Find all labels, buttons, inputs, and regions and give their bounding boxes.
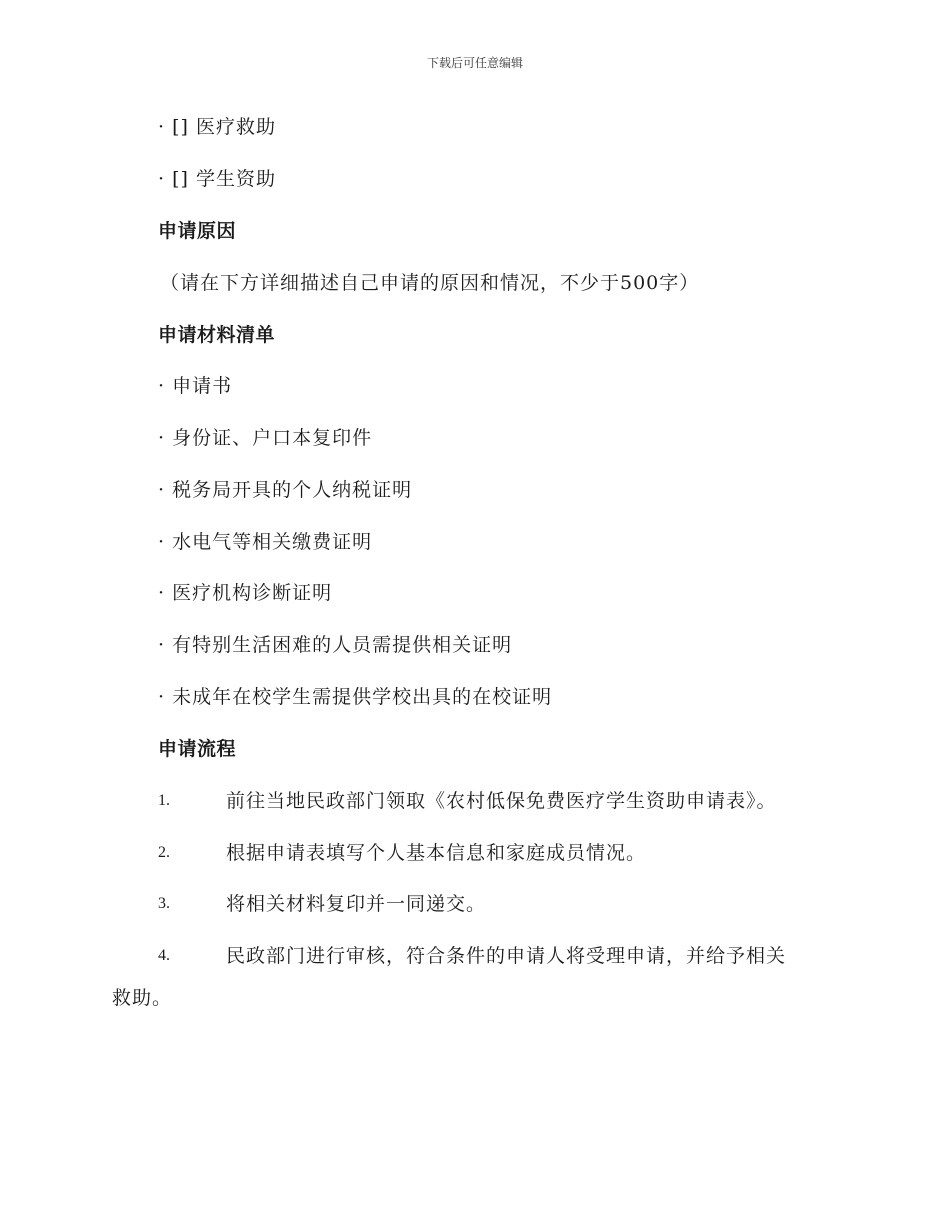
option-student-aid: · [] 学生资助 [158, 168, 276, 190]
material-item: · 有特别生活困难的人员需提供相关证明 [158, 634, 513, 656]
step-text-continuation: 救助。 [112, 987, 173, 1009]
step-text: 前往当地民政部门领取《农村低保免费医疗学生资助申请表》。 [226, 790, 777, 812]
step-text: 根据申请表填写个人基本信息和家庭成员情况。 [226, 842, 647, 864]
material-item: · 身份证、户口本复印件 [158, 427, 373, 449]
section-heading-materials: 申请材料清单 [158, 324, 276, 346]
material-item: · 未成年在校学生需提供学校出具的在校证明 [158, 686, 553, 708]
step-number: 4. [158, 947, 170, 964]
material-item: · 申请书 [158, 375, 233, 397]
step-number: 1. [158, 792, 170, 809]
material-item: · 税务局开具的个人纳税证明 [158, 479, 413, 501]
step-number: 3. [158, 895, 170, 912]
option-medical-aid: · [] 医疗救助 [158, 116, 276, 138]
section-heading-reason: 申请原因 [158, 220, 237, 242]
section-heading-process: 申请流程 [158, 738, 237, 760]
page-header: 下载后可任意编辑 [426, 56, 523, 70]
step-text: 民政部门进行审核，符合条件的申请人将受理申请，并给予相关 [226, 945, 787, 967]
reason-note: （请在下方详细描述自己申请的原因和情况，不少于500字） [160, 272, 700, 294]
step-text: 将相关材料复印并一同递交。 [226, 893, 487, 915]
material-item: · 医疗机构诊断证明 [158, 582, 333, 604]
material-item: · 水电气等相关缴费证明 [158, 531, 373, 553]
step-number: 2. [158, 844, 170, 861]
